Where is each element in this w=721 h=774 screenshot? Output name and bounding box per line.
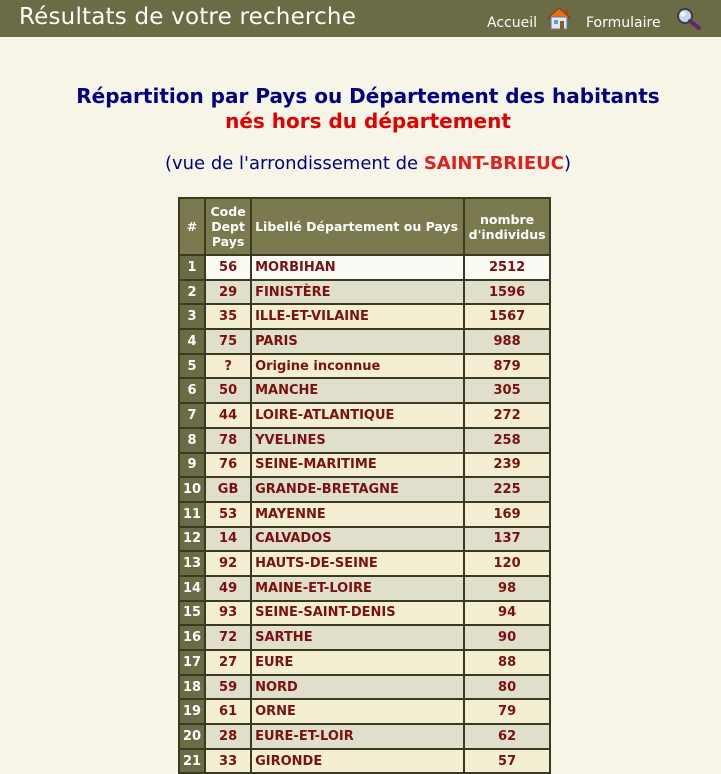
row-code: 28	[206, 725, 250, 748]
row-count: 2512	[465, 256, 549, 279]
row-count: 137	[465, 528, 549, 551]
row-label: MORBIHAN	[252, 256, 463, 279]
row-label: NORD	[252, 676, 463, 699]
row-code: 35	[206, 305, 250, 328]
home-icon[interactable]	[545, 5, 573, 35]
row-count: 98	[465, 577, 549, 600]
subtitle-city: SAINT-BRIEUC	[423, 153, 564, 174]
row-index: 14	[180, 577, 204, 600]
row-count: 305	[465, 379, 549, 402]
row-code: GB	[206, 478, 250, 501]
table-row	[180, 281, 549, 304]
row-label: CALVADOS	[252, 528, 463, 551]
page-title: Résultats de votre recherche	[19, 4, 357, 30]
table-row	[180, 256, 549, 279]
heading-primary: Répartition par Pays ou Département des habitants	[76, 84, 660, 108]
header-code	[206, 199, 250, 254]
row-count: 258	[465, 429, 549, 452]
row-count: 57	[465, 750, 549, 773]
row-index: 13	[180, 552, 204, 575]
row-index: 10	[180, 478, 204, 501]
row-label: SEINE-MARITIME	[252, 454, 463, 477]
row-index: 3	[180, 305, 204, 328]
row-code: 33	[206, 750, 250, 773]
row-count: 62	[465, 725, 549, 748]
row-label: SEINE-SAINT-DENIS	[252, 602, 463, 625]
table-row	[180, 700, 549, 723]
table-row	[180, 626, 549, 649]
row-label: EURE	[252, 651, 463, 674]
row-count: 988	[465, 330, 549, 353]
row-index: 15	[180, 602, 204, 625]
row-code: 78	[206, 429, 250, 452]
table-row	[180, 577, 549, 600]
row-index: 1	[180, 256, 204, 279]
row-code: 44	[206, 404, 250, 427]
row-count: 225	[465, 478, 549, 501]
table-body	[180, 256, 549, 772]
table-row	[180, 503, 549, 526]
row-index: 6	[180, 379, 204, 402]
top-bar	[0, 0, 721, 37]
row-index: 20	[180, 725, 204, 748]
row-code: 72	[206, 626, 250, 649]
subtitle-suffix: )	[564, 153, 572, 174]
header-label: Libellé Département ou Pays	[252, 199, 463, 254]
row-index: 4	[180, 330, 204, 353]
table-row	[180, 478, 549, 501]
header-count-line1: nombre	[480, 211, 535, 227]
table-row	[180, 305, 549, 328]
row-code: 27	[206, 651, 250, 674]
row-count: 879	[465, 355, 549, 378]
row-label: LOIRE-ATLANTIQUE	[252, 404, 463, 427]
table-row	[180, 355, 549, 378]
header-code-line2: Dept	[211, 219, 245, 234]
row-label: YVELINES	[252, 429, 463, 452]
row-label: GRANDE-BRETAGNE	[252, 478, 463, 501]
table-row	[180, 528, 549, 551]
row-index: 18	[180, 676, 204, 699]
table-row	[180, 676, 549, 699]
row-code: 92	[206, 552, 250, 575]
row-label: MANCHE	[252, 379, 463, 402]
table-row	[180, 429, 549, 452]
table-row	[180, 552, 549, 575]
table-row	[180, 379, 549, 402]
row-code: 53	[206, 503, 250, 526]
form-link-label[interactable]: Formulaire	[586, 15, 661, 31]
row-code: 61	[206, 700, 250, 723]
row-code: 56	[206, 256, 250, 279]
row-count: 79	[465, 700, 549, 723]
row-index: 2	[180, 281, 204, 304]
table-row	[180, 454, 549, 477]
row-index: 19	[180, 700, 204, 723]
row-index: 5	[180, 355, 204, 378]
table-header-row	[180, 199, 549, 254]
row-code: 50	[206, 379, 250, 402]
row-count: 1567	[465, 305, 549, 328]
row-count: 80	[465, 676, 549, 699]
row-code: 59	[206, 676, 250, 699]
row-label: GIRONDE	[252, 750, 463, 773]
row-count: 1596	[465, 281, 549, 304]
row-code: 29	[206, 281, 250, 304]
row-count: 90	[465, 626, 549, 649]
row-index: 9	[180, 454, 204, 477]
row-label: EURE-ET-LOIR	[252, 725, 463, 748]
subtitle-prefix: (vue de l'arrondissement de	[164, 153, 424, 174]
table-row	[180, 404, 549, 427]
row-label: PARIS	[252, 330, 463, 353]
results-table	[178, 197, 551, 774]
header-count-line2: d'individus	[468, 226, 546, 242]
row-code: 93	[206, 602, 250, 625]
row-count: 272	[465, 404, 549, 427]
home-link-label[interactable]: Accueil	[487, 15, 537, 31]
row-index: 21	[180, 750, 204, 773]
header-count	[465, 199, 549, 254]
row-code: ?	[206, 355, 250, 378]
row-label: ORNE	[252, 700, 463, 723]
heading-secondary: nés hors du département	[225, 109, 511, 133]
row-index: 16	[180, 626, 204, 649]
row-count: 239	[465, 454, 549, 477]
row-code: 76	[206, 454, 250, 477]
heading-subtitle	[0, 153, 721, 174]
table-row	[180, 750, 549, 773]
row-label: HAUTS-DE-SEINE	[252, 552, 463, 575]
table-row	[180, 602, 549, 625]
row-label: MAINE-ET-LOIRE	[252, 577, 463, 600]
row-label: FINISTÈRE	[252, 281, 463, 304]
row-count: 169	[465, 503, 549, 526]
row-label: MAYENNE	[252, 503, 463, 526]
header-code-line3: Pays	[211, 234, 245, 249]
row-count: 88	[465, 651, 549, 674]
row-index: 11	[180, 503, 204, 526]
table-row	[180, 330, 549, 353]
row-index: 17	[180, 651, 204, 674]
magnifier-icon[interactable]	[675, 7, 703, 35]
row-label: Origine inconnue	[252, 355, 463, 378]
table-row	[180, 725, 549, 748]
row-count: 120	[465, 552, 549, 575]
row-index: 7	[180, 404, 204, 427]
row-index: 8	[180, 429, 204, 452]
row-code: 49	[206, 577, 250, 600]
row-code: 75	[206, 330, 250, 353]
header-index: #	[180, 199, 204, 254]
row-code: 14	[206, 528, 250, 551]
table-row	[180, 651, 549, 674]
header-code-line1: Code	[210, 204, 246, 219]
row-label: SARTHE	[252, 626, 463, 649]
row-index: 12	[180, 528, 204, 551]
row-count: 94	[465, 602, 549, 625]
row-label: ILLE-ET-VILAINE	[252, 305, 463, 328]
